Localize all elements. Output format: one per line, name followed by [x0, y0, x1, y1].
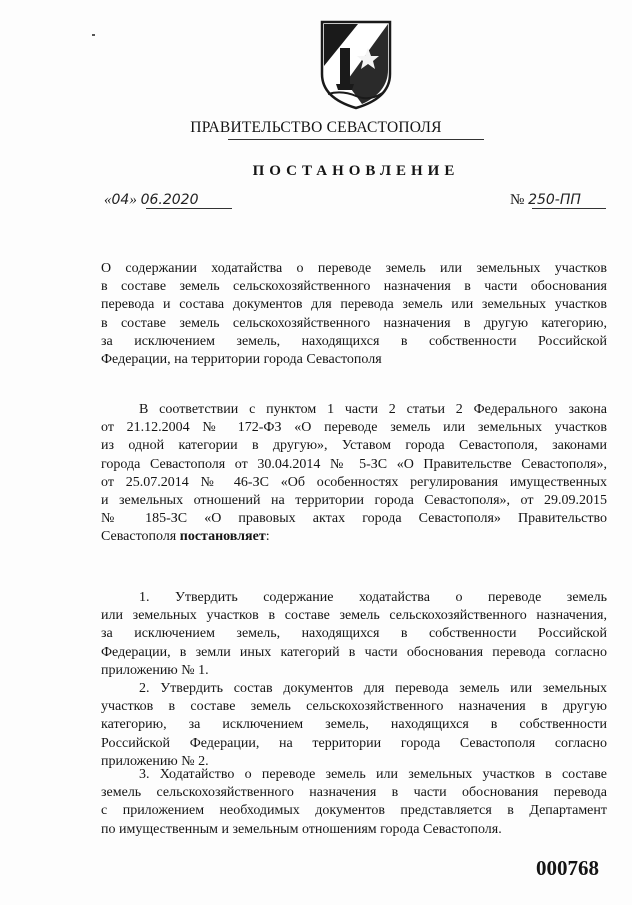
subject-line: Федерации, на территории города Севастополя — [101, 352, 382, 368]
date-underline — [146, 208, 232, 209]
number-sign: № — [510, 192, 525, 208]
number-value: 250-ПП — [528, 192, 581, 208]
item-1-line: или земельных участков в составе земель сельскохозяйственного назначения, — [101, 608, 607, 624]
item-3 — [101, 766, 607, 839]
item-1-line: 1. Утвердить содержание ходатайства о переводе земель — [139, 590, 607, 605]
item-1-line: за исключением земель, находящихся в собственности Российской — [101, 626, 607, 642]
document-type-title: ПОСТАНОВЛЕНИЕ — [252, 163, 460, 179]
preamble-paragraph — [101, 401, 607, 547]
subject-line: за исключением земель, находящихся в собственности Российской — [101, 333, 607, 349]
subject-line: О содержании ходатайства о переводе земель или земельных участков — [101, 261, 607, 276]
item-2-line: 2. Утвердить состав документов для перевода земель или земельных — [139, 681, 607, 696]
preamble-line: В соответствии с пунктом 1 части 2 статьи 2 Федерального закона — [139, 402, 607, 417]
preamble-line: № 185-ЗС «О правовых актах города Севастополя» Правительство — [101, 511, 607, 527]
item-3-line: земель сельскохозяйственного назначения в части обоснования перевода — [101, 785, 607, 801]
number-underline — [532, 208, 606, 209]
item-3-line: по имущественным и земельным отношениям города Севастополя. — [101, 821, 502, 837]
preamble-line: города Севастополя от 30.04.2014 № 5-ЗС «О Правительстве Севастополя», — [101, 456, 607, 472]
document-code: 000768 — [536, 856, 599, 880]
subject-paragraph — [101, 260, 607, 369]
scan-speck — [92, 34, 95, 36]
preamble-line: из одной категории в другую», Уставом города Севастополя, законами — [101, 438, 607, 454]
date-month-year: 06.2020 — [140, 192, 199, 208]
government-name: ПРАВИТЕЛЬСТВО СЕВАСТОПОЛЯ — [190, 119, 442, 136]
preamble-last-text: Севастополя — [101, 529, 180, 545]
preamble-line: и земельных отношений на территории города Севастополя», от 29.09.2015 — [101, 493, 607, 509]
subject-line: в составе земель сельскохозяйственного назначения в другую категорию, — [101, 315, 607, 331]
item-1-line: Федерации, в земли иных категорий в части обоснования перевода согласно — [101, 644, 607, 660]
government-underline — [228, 139, 484, 140]
preamble-colon: : — [265, 529, 270, 545]
subject-line: в составе земель сельскохозяйственного назначения в части обоснования — [101, 279, 607, 295]
date-close-quote: » — [129, 192, 137, 208]
preamble-last-line — [101, 528, 607, 546]
item-2 — [101, 680, 607, 771]
preamble-line: от 25.07.2014 № 46-ЗС «Об особенностях регулирования имущественных — [101, 474, 607, 490]
document-date — [104, 192, 198, 209]
date-open-quote: « — [104, 192, 112, 208]
item-1 — [101, 589, 607, 680]
item-2-line: Российской Федерации, на территории города Севастополя согласно — [101, 735, 607, 751]
item-2-line: категорию, за исключением земель, находящихся в собственности — [101, 717, 607, 733]
resolves-word: постановляет — [179, 529, 266, 545]
item-2-line: приложению № 2. — [101, 753, 209, 769]
document-number — [510, 192, 581, 209]
date-day: 04 — [111, 192, 130, 208]
item-1-line: приложению № 1. — [101, 662, 209, 678]
preamble-line: от 21.12.2004 № 172-ФЗ «О переводе земель или земельных участков — [101, 420, 607, 436]
item-3-line: 3. Ходатайство о переводе земель или земельных участков в составе — [139, 767, 607, 782]
item-3-line: с приложением необходимых документов представляется в Департамент — [101, 803, 607, 819]
subject-line: перевода и состава документов для перевода земель или земельных участков — [101, 297, 607, 313]
item-2-line: участков в составе земель сельскохозяйственного назначения в другую — [101, 699, 607, 715]
sevastopol-coat-of-arms — [318, 20, 394, 110]
